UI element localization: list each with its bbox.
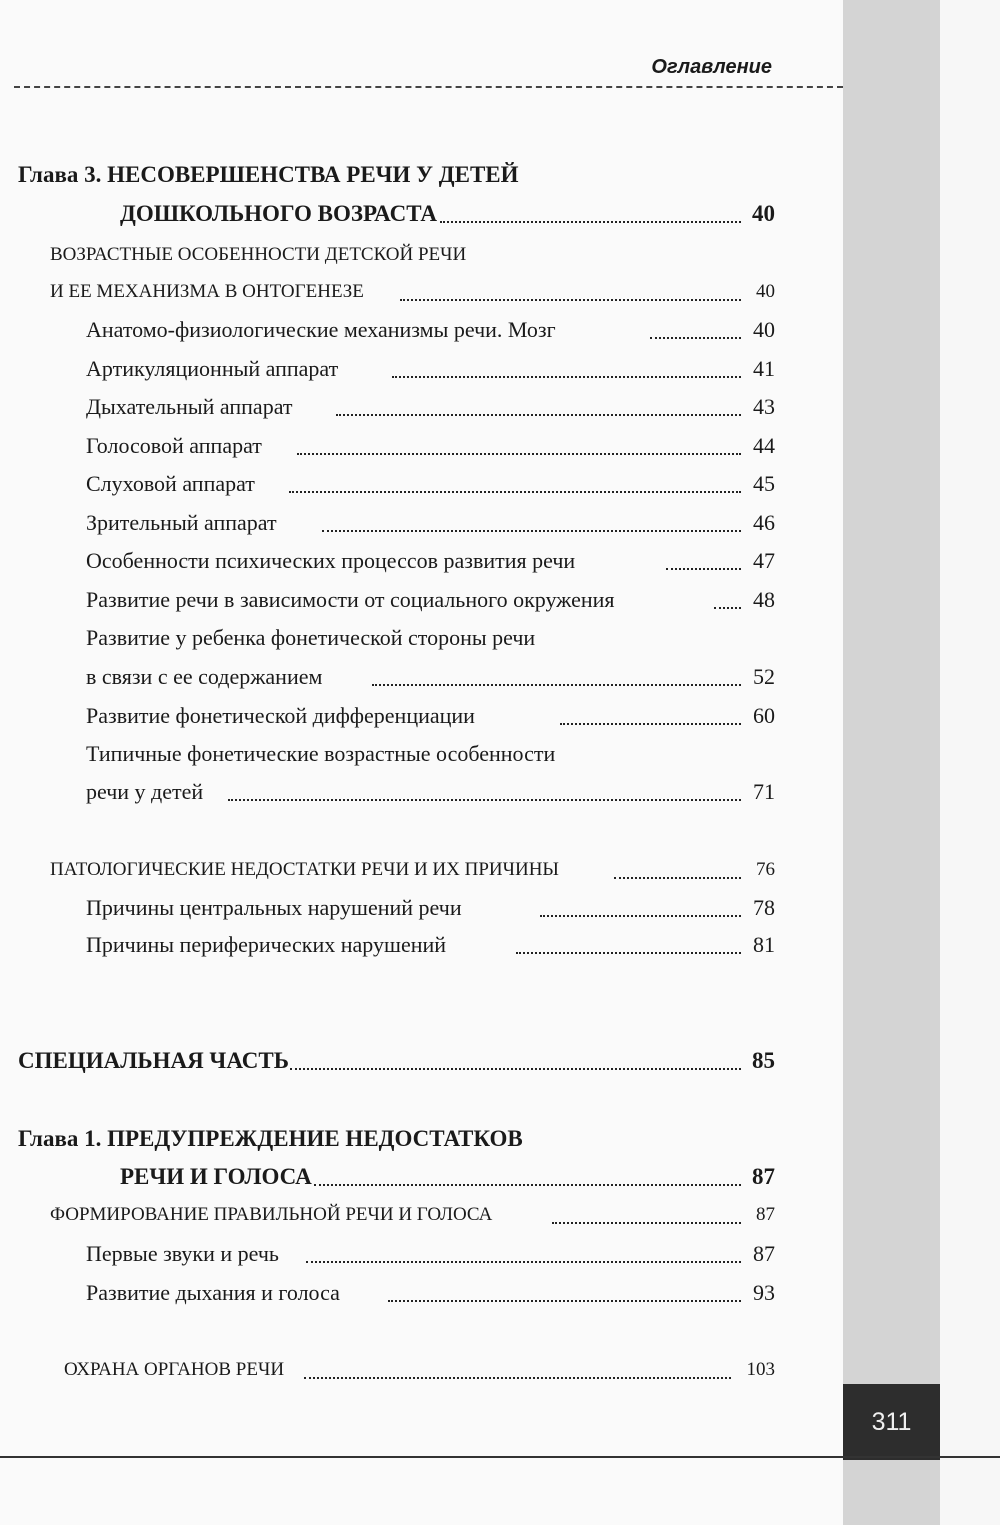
toc-entry-part[interactable]: СПЕЦИАЛЬНАЯ ЧАСТЬ 85 (18, 1048, 775, 1073)
page-ref: 43 (753, 394, 775, 419)
leader-dots (314, 1163, 741, 1186)
leader-dots (714, 586, 741, 609)
page-ref: 48 (753, 587, 775, 612)
toc-entry[interactable]: Голосовой аппарат 44 (86, 433, 775, 458)
toc-entry[interactable]: Зрительный аппарат 46 (86, 510, 775, 535)
toc-entry[interactable]: Слуховой аппарат 45 (86, 471, 775, 496)
page-edge-strip (843, 0, 940, 1525)
page-ref: 40 (753, 317, 775, 342)
leader-dots (614, 856, 741, 879)
leader-dots (228, 778, 741, 801)
leader-dots (336, 393, 741, 416)
toc-entry-chapter[interactable]: Глава 3. НЕСОВЕРШЕНСТВА РЕЧИ У ДЕТЕЙ (18, 162, 519, 187)
toc-entry[interactable]: Дыхательный аппарат 43 (86, 394, 775, 419)
toc-entry[interactable]: Развитие речи в зависимости от социального окружения 48 (86, 587, 775, 612)
leader-dots (392, 355, 741, 378)
toc-entry-section[interactable]: ПАТОЛОГИЧЕСКИЕ НЕДОСТАТКИ РЕЧИ И ИХ ПРИЧИНЫ 76 (0, 856, 775, 884)
page-ref: 76 (756, 859, 775, 880)
toc-entry[interactable]: речи у детей 71 (86, 779, 775, 804)
toc-entry-chapter[interactable]: РЕЧИ И ГОЛОСА 87 (120, 1164, 775, 1189)
page-ref: 87 (752, 1164, 775, 1189)
page-ref: 81 (753, 932, 775, 957)
bottom-divider (0, 1456, 1000, 1458)
toc-entry[interactable]: Типичные фонетические возрастные особенности (86, 741, 556, 766)
leader-dots (388, 1279, 741, 1302)
page-ref: 40 (756, 281, 775, 302)
leader-dots (540, 894, 741, 917)
toc-entry-section[interactable]: И ЕЕ МЕХАНИЗМА В ОНТОГЕНЕЗЕ 40 (0, 278, 775, 306)
toc-entry-section[interactable]: ОХРАНА ОРГАНОВ РЕЧИ 103 (0, 1356, 775, 1384)
leader-dots (650, 316, 741, 339)
leader-dots (666, 547, 741, 570)
page-ref: 40 (752, 201, 775, 226)
toc-entry[interactable]: Причины центральных нарушений речи 78 (86, 895, 775, 920)
page-ref: 85 (752, 1048, 775, 1073)
page-ref: 41 (753, 356, 775, 381)
leader-dots (372, 663, 741, 686)
page-ref: 44 (753, 433, 775, 458)
toc-entry[interactable]: Развитие фонетической дифференциации 60 (86, 703, 775, 728)
leader-dots (400, 278, 741, 301)
leader-dots (297, 432, 741, 455)
page-margin (940, 0, 1000, 1525)
toc-entry-section[interactable]: ФОРМИРОВАНИЕ ПРАВИЛЬНОЙ РЕЧИ И ГОЛОСА 87 (0, 1201, 775, 1229)
page-ref: 87 (753, 1241, 775, 1266)
header-divider (14, 86, 843, 88)
leader-dots (289, 470, 741, 493)
leader-dots (560, 702, 741, 725)
page-ref: 52 (753, 664, 775, 689)
running-header-title: Оглавление (651, 56, 772, 78)
leader-dots (304, 1356, 731, 1379)
toc-entry[interactable]: в связи с ее содержанием 52 (86, 664, 775, 689)
page-ref: 47 (753, 548, 775, 573)
leader-dots (440, 200, 741, 223)
toc-entry-chapter[interactable]: ДОШКОЛЬНОГО ВОЗРАСТА 40 (120, 201, 775, 226)
leader-dots (322, 509, 741, 532)
leader-dots (306, 1240, 741, 1263)
leader-dots (516, 931, 741, 954)
page-ref: 60 (753, 703, 775, 728)
toc-entry[interactable]: Первые звуки и речь 87 (86, 1241, 775, 1266)
toc-entry[interactable]: Развитие дыхания и голоса 93 (86, 1280, 775, 1305)
page-ref: 46 (753, 510, 775, 535)
toc-entry-section[interactable]: ВОЗРАСТНЫЕ ОСОБЕННОСТИ ДЕТСКОЙ РЕЧИ (50, 244, 467, 265)
toc-entry[interactable]: Особенности психических процессов развития речи 47 (86, 548, 775, 573)
page-ref: 93 (753, 1280, 775, 1305)
toc-entry-chapter[interactable]: Глава 1. ПРЕДУПРЕЖДЕНИЕ НЕДОСТАТКОВ (18, 1126, 523, 1151)
toc-entry[interactable]: Развитие у ребенка фонетической стороны речи (86, 625, 536, 650)
toc-entry[interactable]: Анатомо-физиологические механизмы речи. Мозг 40 (86, 317, 775, 342)
toc-entry[interactable]: Причины периферических нарушений 81 (86, 932, 775, 957)
page-ref: 45 (753, 471, 775, 496)
page-ref: 103 (746, 1359, 775, 1380)
leader-dots (552, 1201, 741, 1224)
page-ref: 71 (753, 779, 775, 804)
page-ref: 78 (753, 895, 775, 920)
page-ref: 87 (756, 1204, 775, 1225)
leader-dots (290, 1047, 741, 1070)
page-number: 311 (843, 1384, 940, 1460)
toc-entry[interactable]: Артикуляционный аппарат 41 (86, 356, 775, 381)
